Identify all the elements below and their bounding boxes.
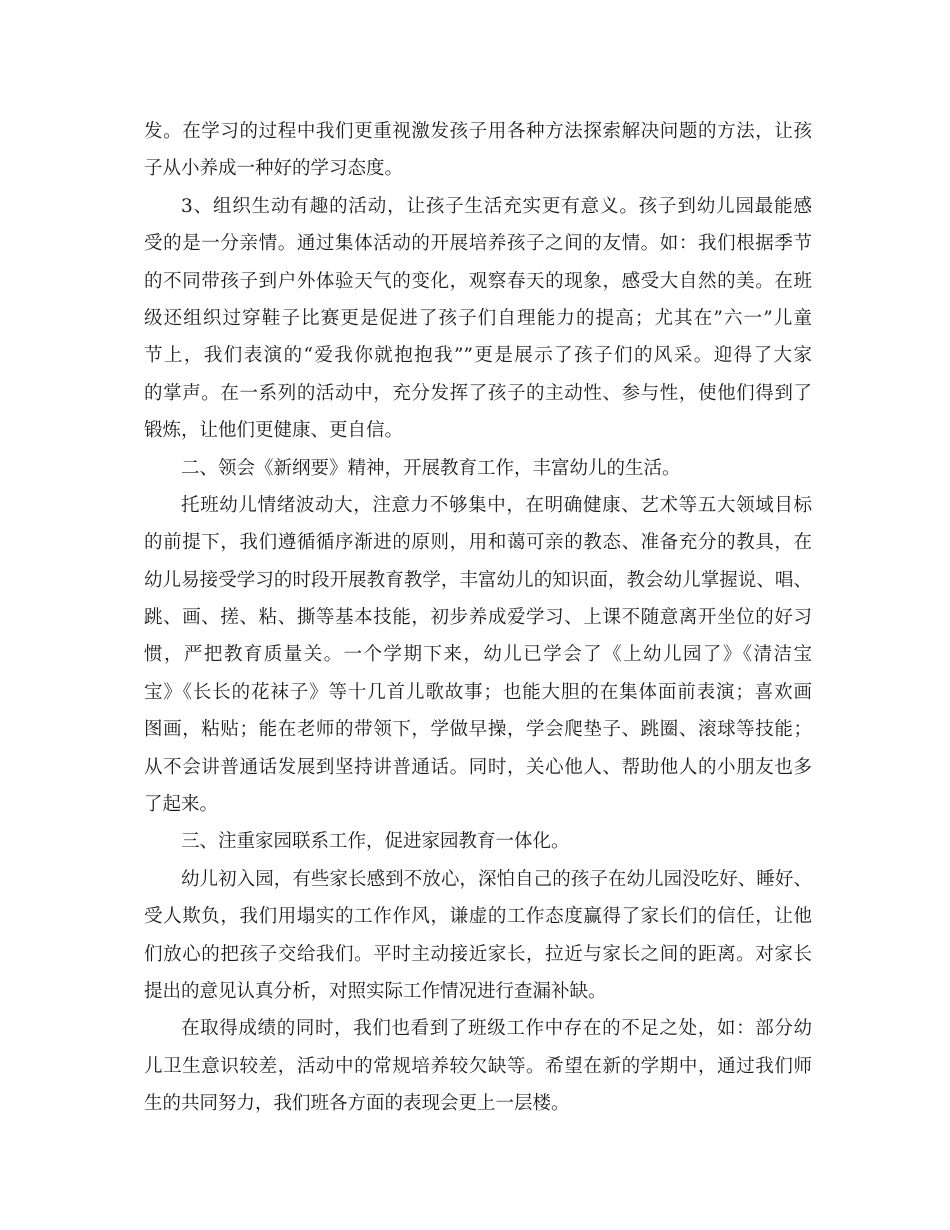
text-line: 节上，我们表演的“爱我你就抱抱我””更是展示了孩子们的风采。迎得了大家 [144, 345, 812, 367]
text-line: 们放心的把孩子交给我们。平时主动接近家长，拉近与家长之间的距离。对家长 [144, 943, 812, 965]
text-line: 受的是一分亲情。通过集体活动的开展培养孩子之间的友情。如：我们根据季节 [144, 233, 812, 255]
text-line: 的掌声。在一系列的活动中，充分发挥了孩子的主动性、参与性，使他们得到了 [144, 382, 812, 404]
text-line: 级还组织过穿鞋子比赛更是促进了孩子们自理能力的提高；尤其在”六一”儿童 [144, 307, 812, 329]
document-body [144, 113, 812, 1123]
text-line: 的不同带孩子到户外体验天气的变化，观察春天的现象，感受大自然的美。在班 [144, 270, 812, 292]
text-line: 三、注重家园联系工作，促进家园教育一体化。 [181, 831, 570, 853]
text-line: 从不会讲普通话发展到坚持讲普通话。同时，关心他人、帮助他人的小朋友也多 [144, 756, 812, 778]
text-line: 发。在学习的过程中我们更重视激发孩子用各种方法探索解决问题的方法，让孩 [144, 121, 812, 142]
text-line: 子从小养成一种好的学习态度。 [144, 158, 404, 180]
text-line: 幼儿易接受学习的时段开展教育教学，丰富幼儿的知识面，教会幼儿掌握说、唱、 [144, 569, 812, 591]
text-line: 了起来。 [144, 794, 219, 816]
text-line: 跳、画、搓、粘、撕等基本技能，初步养成爱学习、上课不随意离开坐位的好习 [144, 607, 812, 629]
text-line: 宝》《长长的花袜子》等十几首儿歌故事；也能大胆的在集体面前表演；喜欢画 [144, 681, 812, 703]
text-line: 幼儿初入园，有些家长感到不放心，深怕自己的孩子在幼儿园没吃好、睡好、 [181, 868, 812, 890]
text-line: 锻炼，让他们更健康、更自信。 [144, 420, 404, 442]
text-line: 二、领会《新纲要》精神，开展教育工作，丰富幼儿的生活。 [181, 457, 681, 479]
text-line: 生的共同努力，我们班各方面的表现会更上一层楼。 [144, 1093, 570, 1115]
text-line: 3、组织生动有趣的活动，让孩子生活充实更有意义。孩子到幼儿园最能感 [181, 195, 812, 217]
text-line: 托班幼儿情绪波动大，注意力不够集中，在明确健康、艺术等五大领域目标 [181, 494, 812, 516]
text-line: 在取得成绩的同时，我们也看到了班级工作中存在的不足之处，如：部分幼 [181, 1018, 812, 1040]
text-line: 提出的意见认真分析，对照实际工作情况进行查漏补缺。 [144, 980, 607, 1002]
text-line: 惯，严把教育质量关。一个学期下来，幼儿已学会了《上幼儿园了》《清洁宝 [144, 644, 812, 666]
text-line: 儿卫生意识较差，活动中的常规培养较欠缺等。希望在新的学期中，通过我们师 [144, 1055, 812, 1077]
text-line: 受人欺负，我们用塌实的工作作风，谦虚的工作态度赢得了家长们的信任，让他 [144, 906, 812, 928]
text-line: 的前提下，我们遵循循序渐进的原则，用和蔼可亲的教态、准备充分的教具，在 [144, 532, 812, 554]
text-line: 图画，粘贴；能在老师的带领下，学做早操，学会爬垫子、跳圈、滚球等技能； [144, 719, 812, 741]
